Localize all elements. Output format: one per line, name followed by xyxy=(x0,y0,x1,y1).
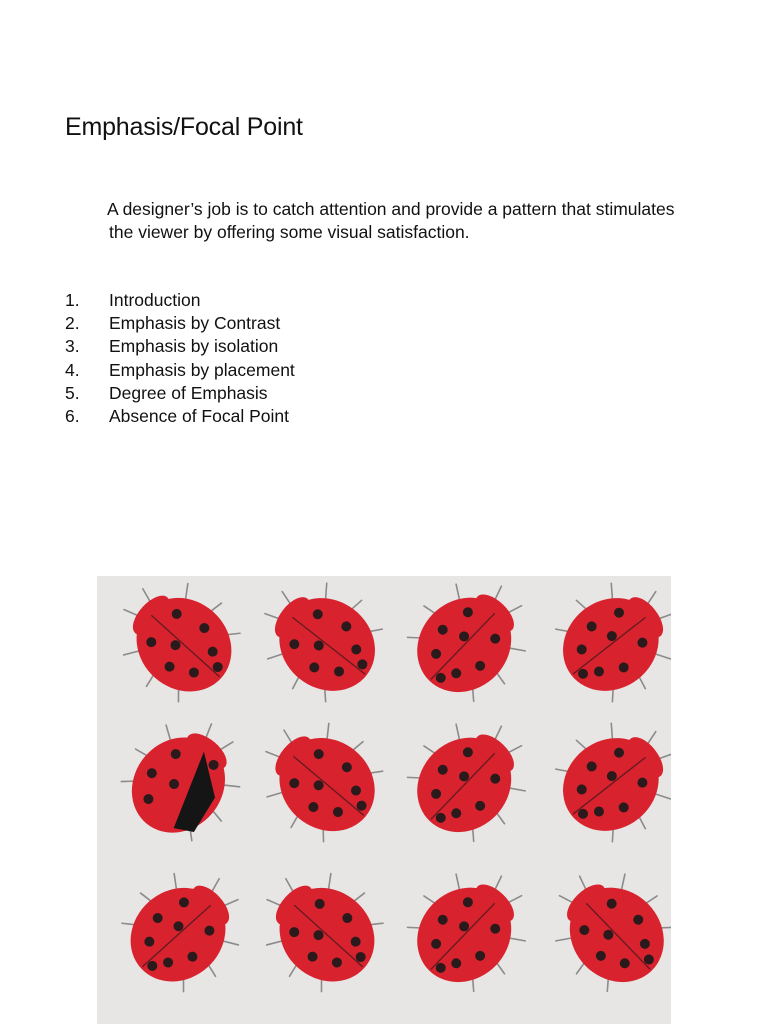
list-item xyxy=(65,289,295,312)
list-item-label: Emphasis by placement xyxy=(109,359,295,380)
list-item-number: 3. xyxy=(65,336,80,357)
list-item-number: 6. xyxy=(65,406,80,427)
intro-line-2: the viewer by offering some visual satisfaction. xyxy=(109,222,470,242)
list-item xyxy=(65,405,295,428)
topic-list xyxy=(65,289,295,428)
list-item xyxy=(65,312,295,335)
list-item-label: Degree of Emphasis xyxy=(109,382,268,403)
list-item xyxy=(65,335,295,358)
list-item xyxy=(65,359,295,382)
intro-paragraph xyxy=(106,198,746,244)
page-title: Emphasis/Focal Point xyxy=(65,113,303,141)
list-item xyxy=(65,382,295,405)
list-item-number: 5. xyxy=(65,382,80,403)
list-item-number: 4. xyxy=(65,359,80,380)
list-item-label: Introduction xyxy=(109,290,201,310)
list-item-label: Emphasis by Contrast xyxy=(109,313,281,334)
ladybug-pattern-photo xyxy=(97,576,671,1024)
list-item-number: 2. xyxy=(65,313,80,334)
list-item-label: Emphasis by isolation xyxy=(109,336,279,357)
list-item-number: 1. xyxy=(65,290,80,310)
list-item-label: Absence of Focal Point xyxy=(109,406,289,427)
intro-line-1: A designer’s job is to catch attention and provide a pattern that stimulates xyxy=(107,199,675,219)
